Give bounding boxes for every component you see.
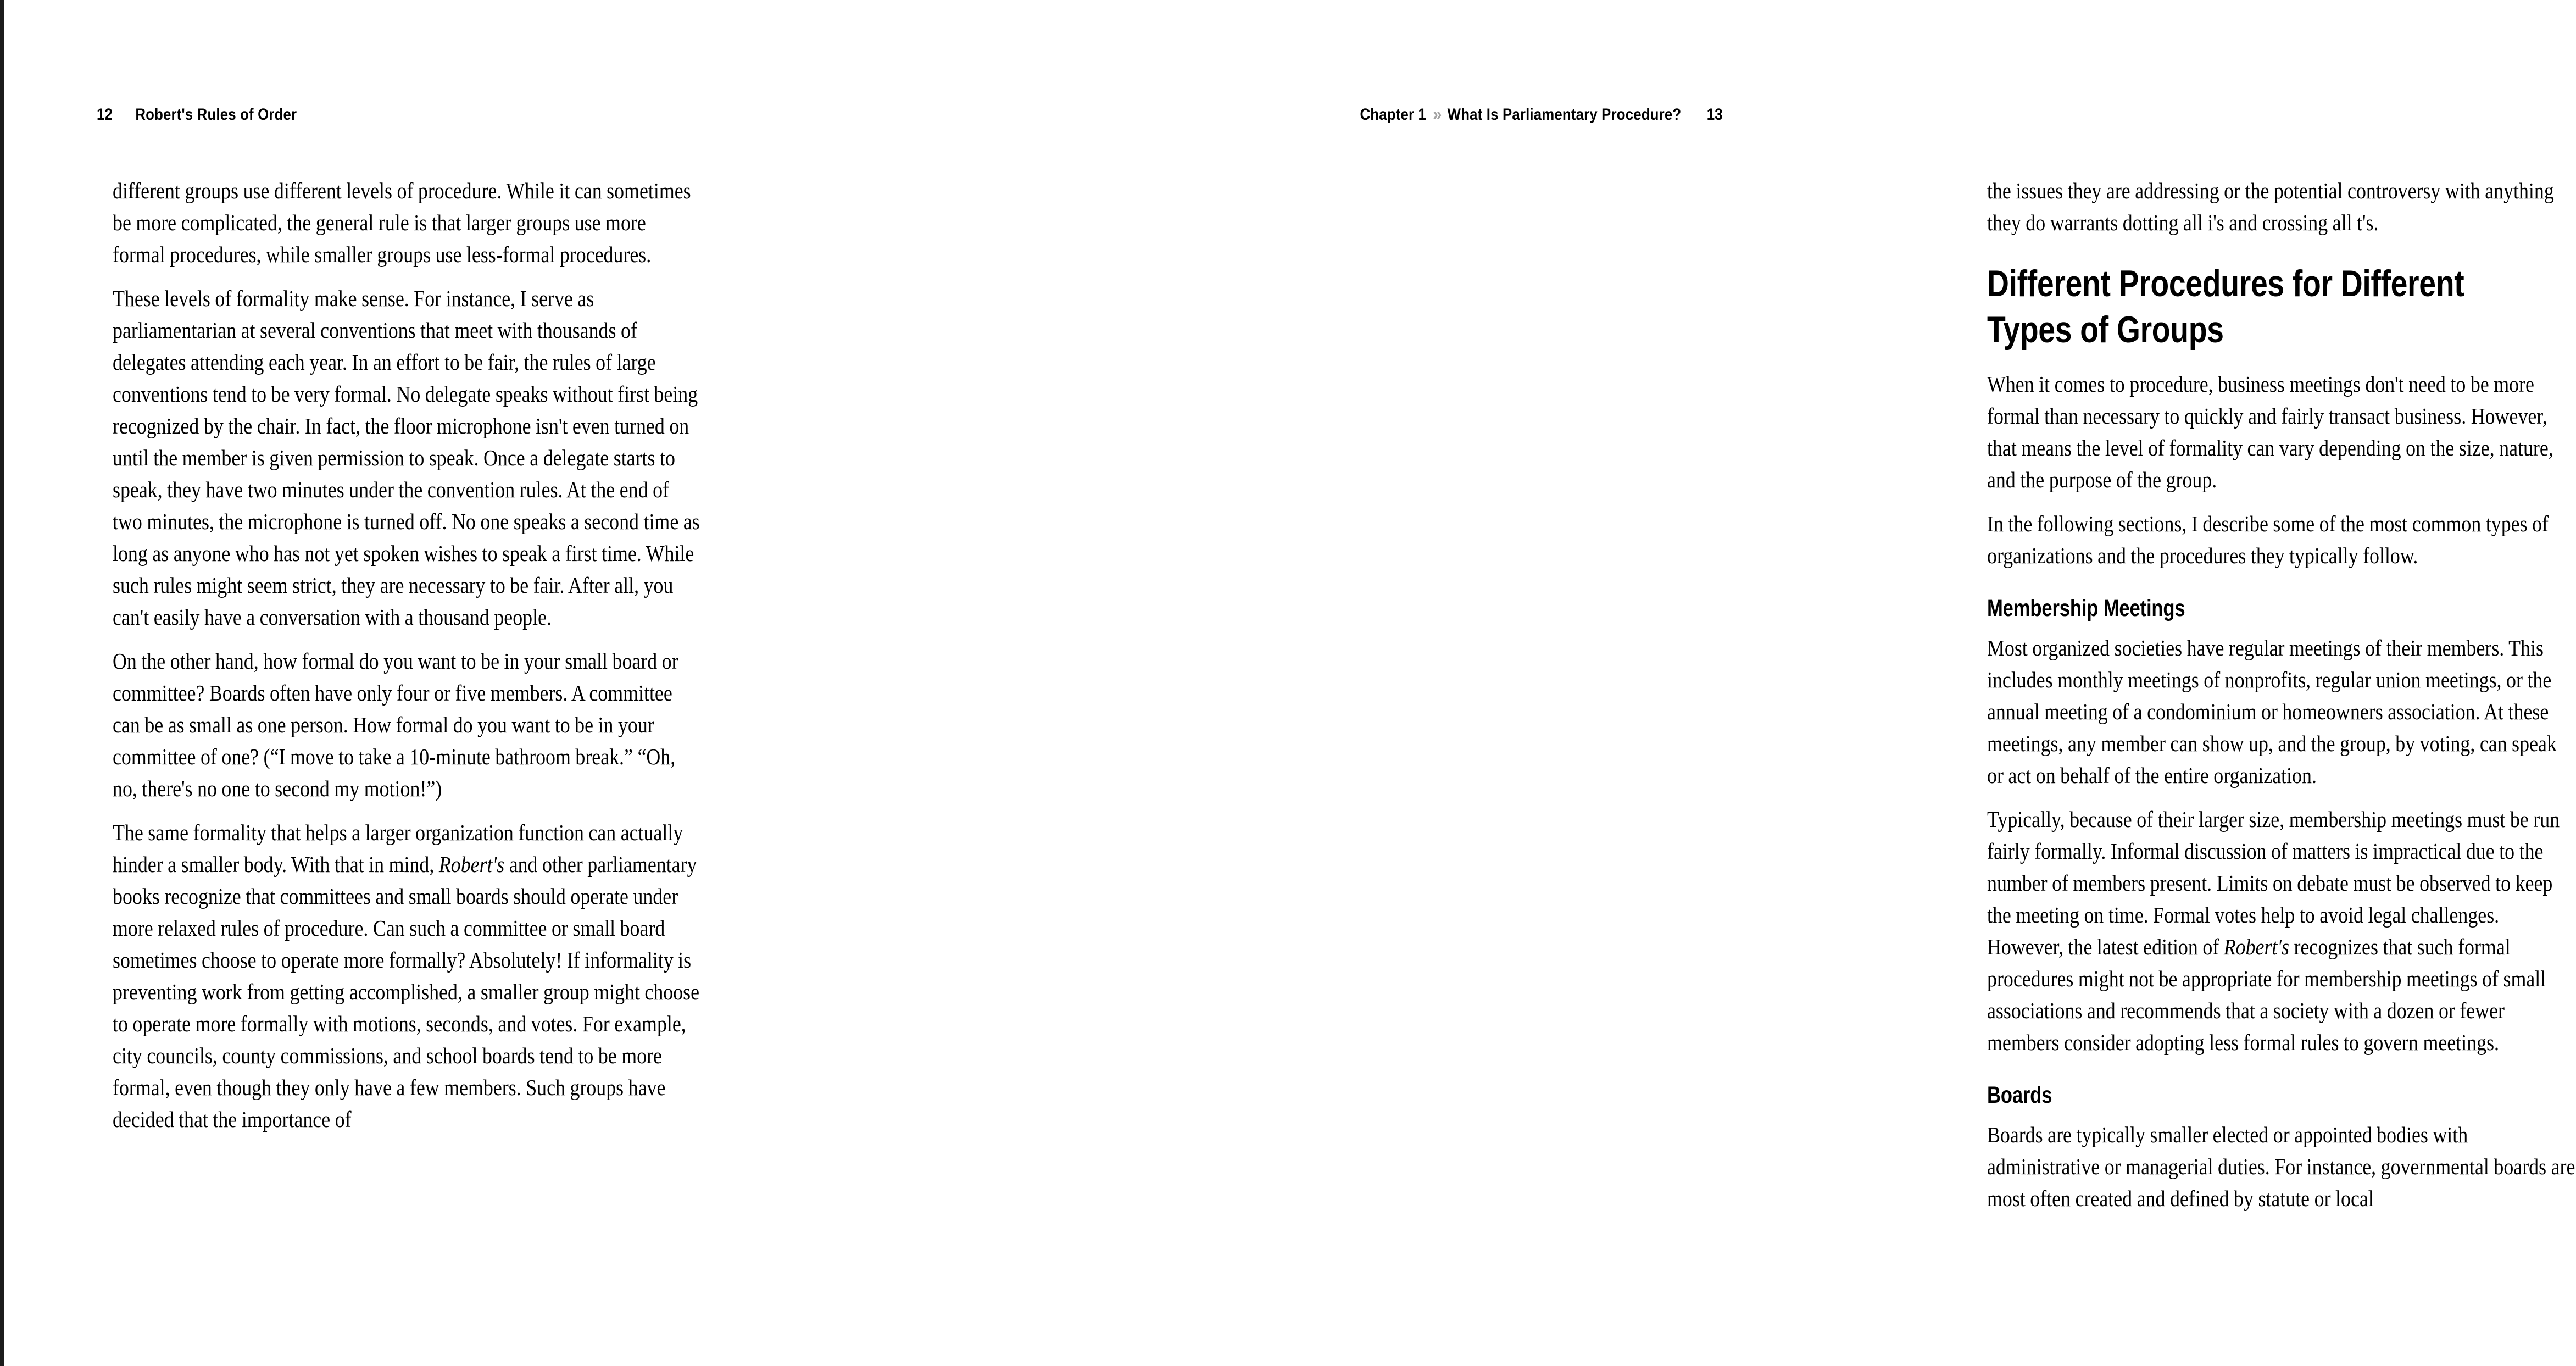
paragraph: the issues they are addressing or the potential controversy with anything they do warrants dotting all i's and crossing all t's. [1987,178,2554,235]
page-number-right: 13 [1706,105,1723,124]
left-page [0,0,910,1366]
paragraph-text-after-italic: and other parliamentary books recognize that committees and small boards should operate under more relaxed rules of procedure. Can such a committee or small board sometimes choose to operate more formally? Absolutely! If informality is preventing work from getting accomplished, a smaller group might choose to operate more formally with motions, seconds, and votes. For example, city councils, county commissions, and school boards tend to be more formal, even though they only have a few members. Such groups have decided that the importance of [113,852,700,1132]
double-chevron-icon: » [1433,104,1440,125]
book-title-runhead: Robert's Rules of Order [135,105,297,124]
section-heading: Different Procedures for Different Types of Groups [1987,263,2464,351]
paragraph: When it comes to procedure, business meetings don't need to be more formal than necessary to quickly and fairly transact business. However, that means the level of formality can vary depending on the size, nature, and the purpose of the group. [1987,371,2553,492]
page-number-left: 12 [97,105,113,124]
body-column-right [1987,175,2576,1214]
paragraph [113,817,702,1135]
subsection-heading-boards: Boards [1987,1082,2052,1108]
paragraph-text-after-italic: recognizes that such formal procedures might not be appropriate for membership meetings of small associations and recommends that a society with a dozen or fewer members consider adopting less formal rules to govern meetings. [1987,934,2546,1055]
paragraph: Most organized societies have regular meetings of their members. This includes monthly meetings of nonprofits, regular union meetings, or the annual meeting of a condominium or homeowners association. At these meetings, any member can show up, and the group, by voting, can speak or act on behalf of the entire organization. [1987,635,2557,788]
italic-book-reference: Robert's [2223,934,2290,959]
paragraph: These levels of formality make sense. For instance, I serve as parliamentarian at several conventions that meet with thousands of delegates attending each year. In an effort to be fair, the rules of large conventions tend to be very formal. No delegate speaks without first being recognized by the chair. In fact, the floor microphone isn't even turned on until the member is given permission to speak. Once a delegate starts to speak, they have two minutes under the convention rules. At the end of two minutes, the microphone is turned off. No one speaks a second time as long as anyone who has not yet spoken wishes to speak a first time. While such rules might seem strict, they are necessary to be fair. After all, you can't easily have a conversation with a thousand people. [113,286,700,630]
subsection-heading-membership-meetings: Membership Meetings [1987,595,2185,621]
paragraph: In the following sections, I describe some of the most common types of organizations and the procedures they typically follow. [1987,511,2549,568]
running-head-right [1360,103,1723,126]
chapter-title-runhead: What Is Parliamentary Procedure? [1447,105,1682,124]
paragraph: On the other hand, how formal do you want to be in your small board or committee? Boards often have only four or five members. A committee can be as small as one person. How formal do you want to be in your committee of one? (“I move to take a 10-minute bathroom break.” “Oh, no, there's no one to second my motion!”) [113,648,678,801]
body-column-left [113,175,702,1135]
right-page [910,0,2575,1366]
paragraph-text-before-italic: Typically, because of their larger size, membership meetings must be run fairly formally. Informal discussion of matters is impractical due to the number of members present. Limits on debate must be observed to keep the meeting on time. Formal votes help to avoid legal challenges. However, the latest edition of [1987,807,2560,959]
paragraph: different groups use different levels of procedure. While it can sometimes be more complicated, the general rule is that larger groups use more formal procedures, while smaller groups use less-formal procedures. [113,178,691,267]
italic-book-reference: Robert's [438,852,505,877]
paragraph [1987,803,2576,1058]
paragraph: Boards are typically smaller elected or appointed bodies with administrative or managerial duties. For instance, governmental boards are most often created and defined by statute or local [1987,1122,2575,1211]
paragraph-text-before-italic: The same formality that helps a larger organization function can actually hinder a smaller body. With that in mind, [113,820,683,877]
running-head-left [97,103,297,126]
chapter-label: Chapter 1 [1360,105,1427,124]
